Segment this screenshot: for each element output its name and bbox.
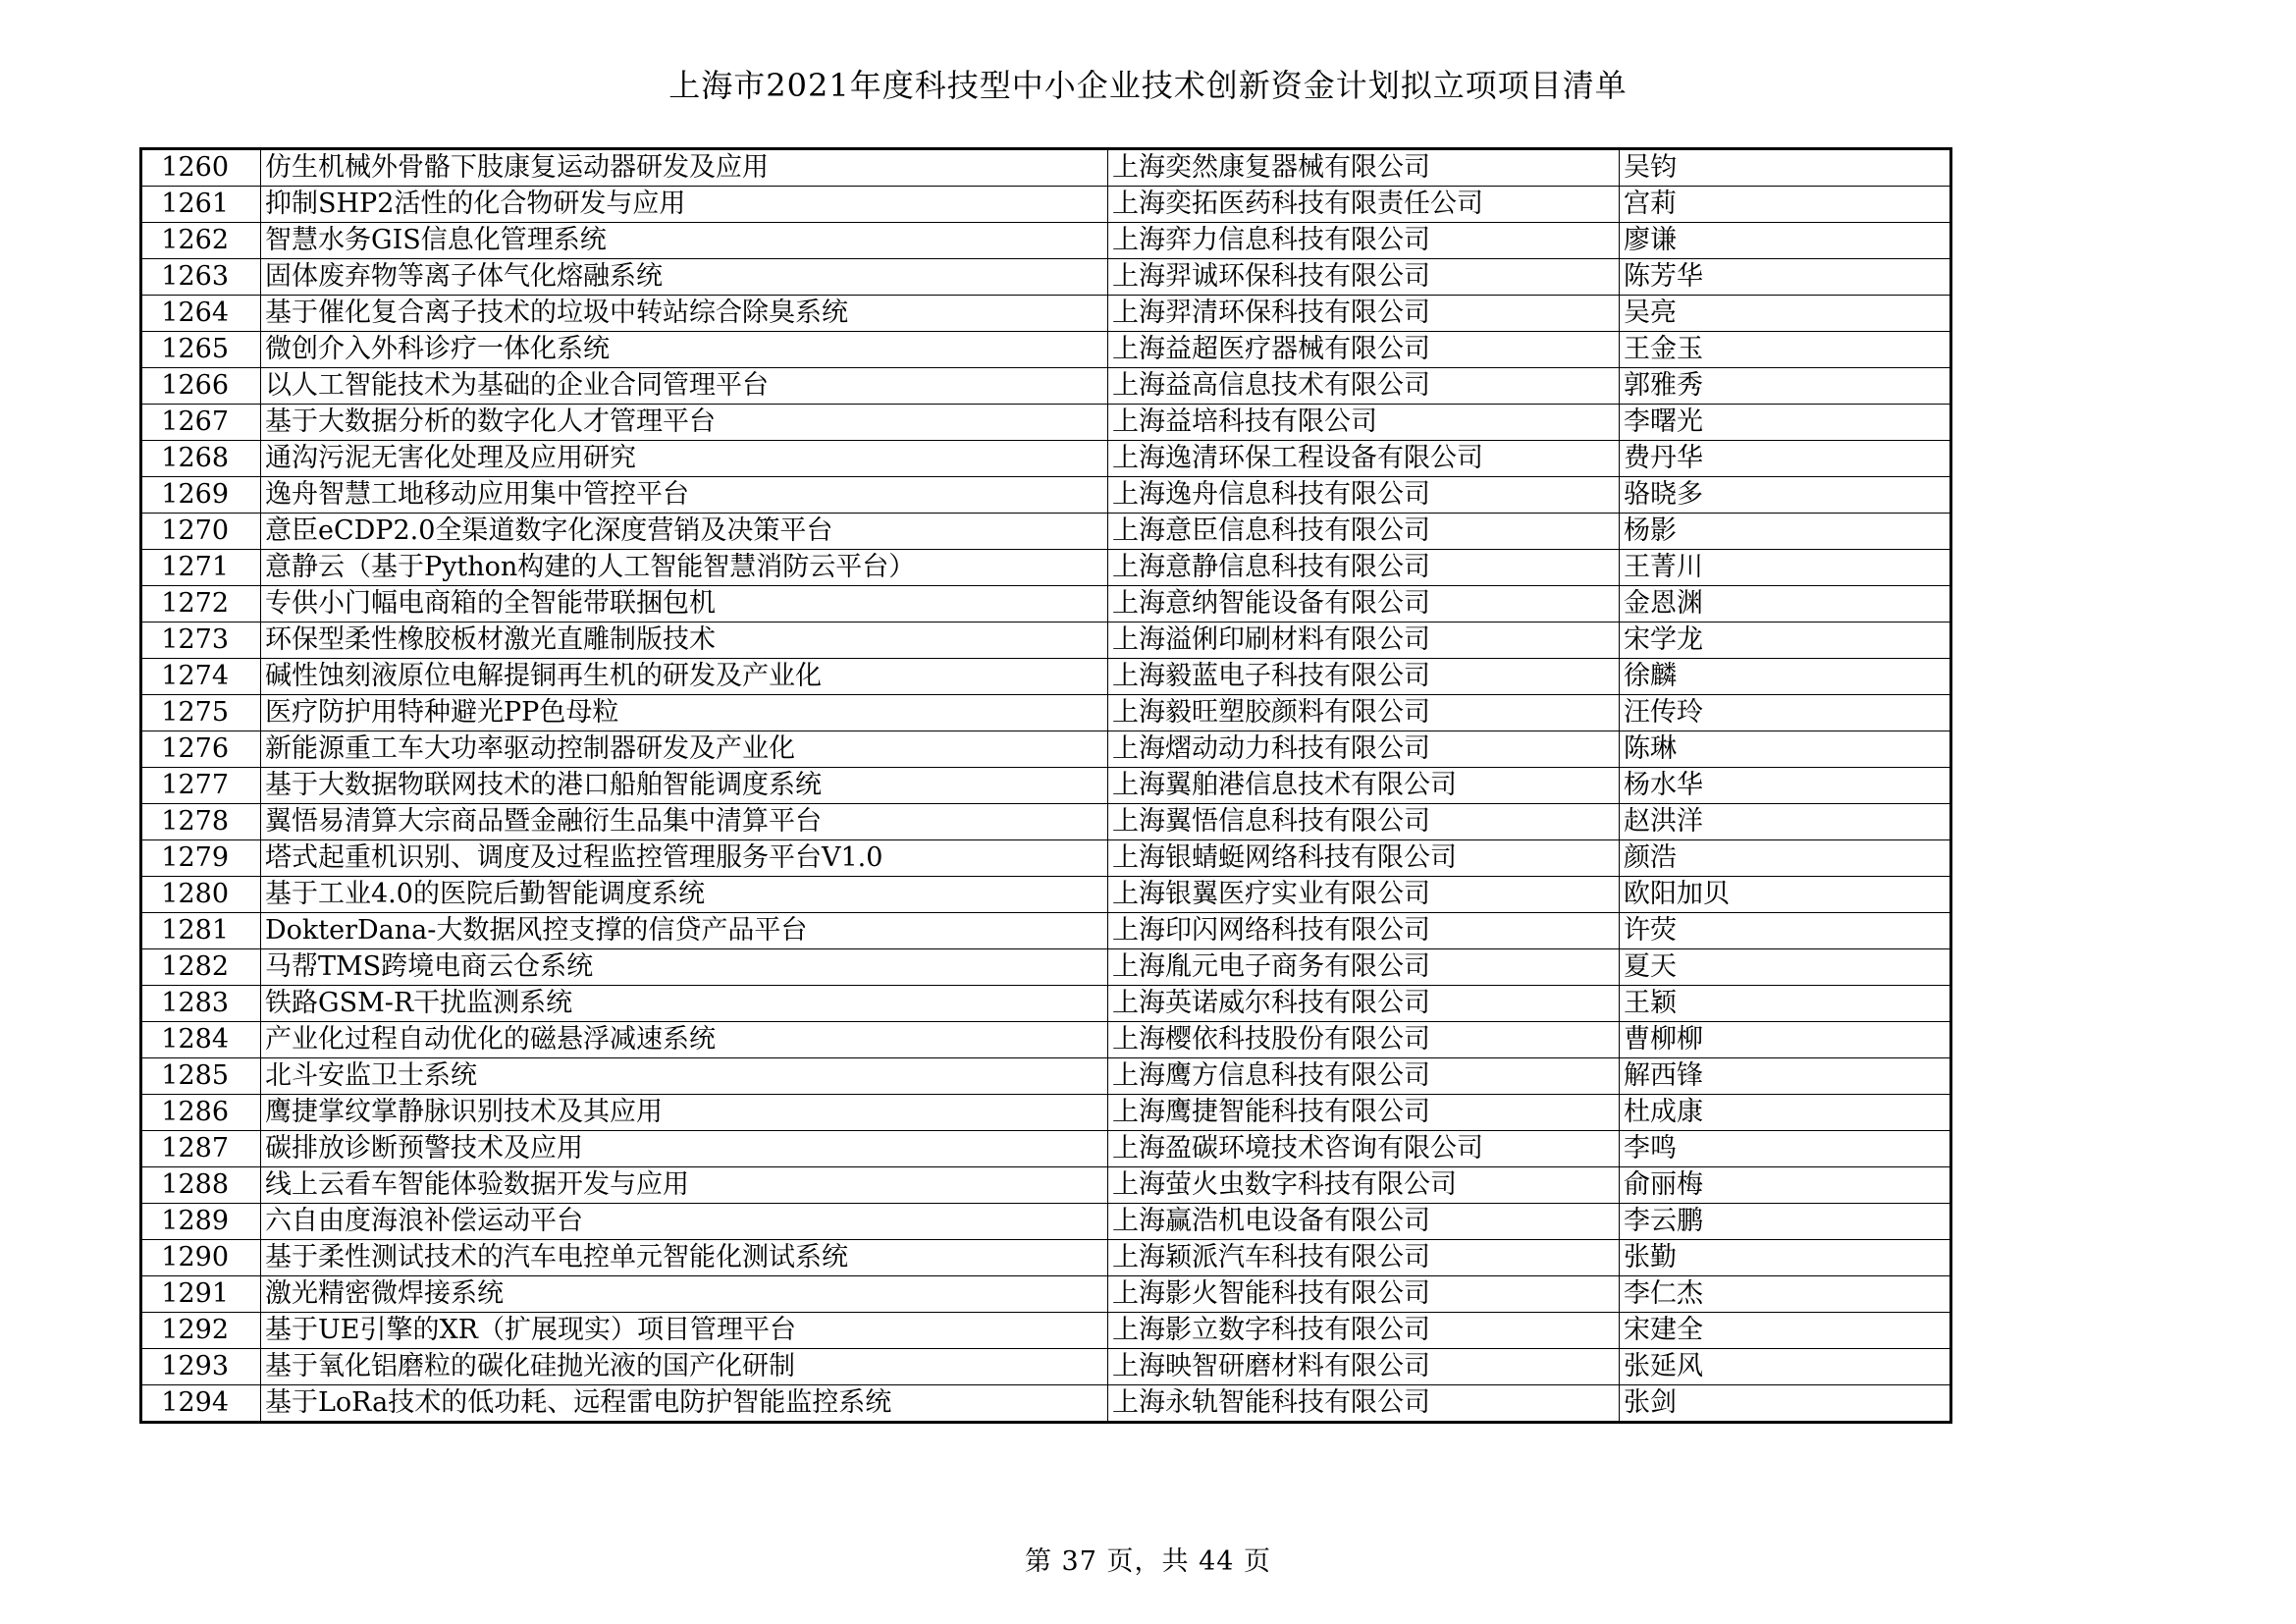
row-number-cell: 1294 [141,1385,261,1423]
project-name-cell: 抑制SHP2活性的化合物研发与应用 [261,187,1108,223]
project-leader-cell: 赵洪洋 [1620,804,1951,840]
project-name-cell: 翼悟易清算大宗商品暨金融衍生品集中清算平台 [261,804,1108,840]
project-name-cell: 智慧水务GIS信息化管理系统 [261,223,1108,259]
project-name-cell: 以人工智能技术为基础的企业合同管理平台 [261,368,1108,405]
project-name-cell: 专供小门幅电商箱的全智能带联捆包机 [261,586,1108,623]
company-name-cell: 上海逸清环保工程设备有限公司 [1108,441,1620,477]
project-leader-cell: 陈芳华 [1620,259,1951,296]
row-number-cell: 1288 [141,1167,261,1204]
project-name-cell: 环保型柔性橡胶板材激光直雕制版技术 [261,623,1108,659]
row-number-cell: 1280 [141,877,261,913]
project-name-cell: 北斗安监卫士系统 [261,1058,1108,1095]
project-leader-cell: 李鸣 [1620,1131,1951,1167]
table-row [141,986,1951,1022]
table-row [141,695,1951,731]
project-leader-cell: 李曙光 [1620,405,1951,441]
row-number-cell: 1271 [141,550,261,586]
project-leader-cell: 宋建全 [1620,1313,1951,1349]
table-row [141,1240,1951,1276]
project-leader-cell: 王金玉 [1620,332,1951,368]
company-name-cell: 上海赢浩机电设备有限公司 [1108,1204,1620,1240]
project-leader-cell: 宫莉 [1620,187,1951,223]
company-name-cell: 上海熠动动力科技有限公司 [1108,731,1620,768]
company-name-cell: 上海翼悟信息科技有限公司 [1108,804,1620,840]
project-leader-cell: 陈琳 [1620,731,1951,768]
project-name-cell: 碳排放诊断预警技术及应用 [261,1131,1108,1167]
row-number-cell: 1286 [141,1095,261,1131]
row-number-cell: 1260 [141,149,261,187]
table-row [141,1058,1951,1095]
company-name-cell: 上海溢俐印刷材料有限公司 [1108,623,1620,659]
table-row [141,1167,1951,1204]
table-row [141,623,1951,659]
project-leader-cell: 张剑 [1620,1385,1951,1423]
project-name-cell: 激光精密微焊接系统 [261,1276,1108,1313]
project-leader-cell: 杨水华 [1620,768,1951,804]
company-name-cell: 上海樱依科技股份有限公司 [1108,1022,1620,1058]
page-footer: 第 37 页，共 44 页 [1024,1546,1272,1577]
company-name-cell: 上海鹰捷智能科技有限公司 [1108,1095,1620,1131]
company-name-cell: 上海益高信息技术有限公司 [1108,368,1620,405]
row-number-cell: 1264 [141,296,261,332]
table-row [141,368,1951,405]
company-name-cell: 上海永轨智能科技有限公司 [1108,1385,1620,1423]
row-number-cell: 1282 [141,949,261,986]
company-name-cell: 上海益超医疗器械有限公司 [1108,332,1620,368]
project-leader-cell: 费丹华 [1620,441,1951,477]
row-number-cell: 1267 [141,405,261,441]
project-leader-cell: 吴亮 [1620,296,1951,332]
project-leader-cell: 张勤 [1620,1240,1951,1276]
project-leader-cell: 宋学龙 [1620,623,1951,659]
project-leader-cell: 张延风 [1620,1349,1951,1385]
project-name-cell: 基于工业4.0的医院后勤智能调度系统 [261,877,1108,913]
row-number-cell: 1292 [141,1313,261,1349]
company-name-cell: 上海毅旺塑胶颜料有限公司 [1108,695,1620,731]
project-leader-cell: 李仁杰 [1620,1276,1951,1313]
table-row [141,259,1951,296]
company-name-cell: 上海羿清环保科技有限公司 [1108,296,1620,332]
project-name-cell: 产业化过程自动优化的磁悬浮减速系统 [261,1022,1108,1058]
company-name-cell: 上海意纳智能设备有限公司 [1108,586,1620,623]
row-number-cell: 1272 [141,586,261,623]
project-name-cell: 通沟污泥无害化处理及应用研究 [261,441,1108,477]
project-name-cell: 意静云（基于Python构建的人工智能智慧消防云平台） [261,550,1108,586]
company-name-cell: 上海毅蓝电子科技有限公司 [1108,659,1620,695]
table-row [141,332,1951,368]
table-row [141,223,1951,259]
company-name-cell: 上海银蜻蜓网络科技有限公司 [1108,840,1620,877]
table-row [141,768,1951,804]
table-row [141,550,1951,586]
table-row [141,913,1951,949]
company-name-cell: 上海印闪网络科技有限公司 [1108,913,1620,949]
table-row [141,731,1951,768]
company-name-cell: 上海翼舶港信息技术有限公司 [1108,768,1620,804]
row-number-cell: 1266 [141,368,261,405]
project-leader-cell: 欧阳加贝 [1620,877,1951,913]
table-row [141,840,1951,877]
project-name-cell: 塔式起重机识别、调度及过程监控管理服务平台V1.0 [261,840,1108,877]
company-name-cell: 上海影立数字科技有限公司 [1108,1313,1620,1349]
project-name-cell: 基于UE引擎的XR（扩展现实）项目管理平台 [261,1313,1108,1349]
project-leader-cell: 廖谦 [1620,223,1951,259]
row-number-cell: 1263 [141,259,261,296]
project-name-cell: 碱性蚀刻液原位电解提铜再生机的研发及产业化 [261,659,1108,695]
company-name-cell: 上海逸舟信息科技有限公司 [1108,477,1620,514]
project-name-cell: 线上云看车智能体验数据开发与应用 [261,1167,1108,1204]
project-leader-cell: 李云鹏 [1620,1204,1951,1240]
table-row [141,1349,1951,1385]
table-row [141,1313,1951,1349]
table-row [141,1131,1951,1167]
project-name-cell: DokterDana-大数据风控支撑的信贷产品平台 [261,913,1108,949]
row-number-cell: 1277 [141,768,261,804]
project-table [139,147,1952,1424]
company-name-cell: 上海意静信息科技有限公司 [1108,550,1620,586]
row-number-cell: 1270 [141,514,261,550]
company-name-cell: 上海羿诚环保科技有限公司 [1108,259,1620,296]
document-title: 上海市2021年度科技型中小企业技术创新资金计划拟立项项目清单 [668,67,1628,104]
row-number-cell: 1274 [141,659,261,695]
table-row [141,514,1951,550]
company-name-cell: 上海映智研磨材料有限公司 [1108,1349,1620,1385]
table-row [141,1385,1951,1423]
company-name-cell: 上海英诺威尔科技有限公司 [1108,986,1620,1022]
project-name-cell: 基于氧化铝磨粒的碳化硅抛光液的国产化研制 [261,1349,1108,1385]
table-row [141,1022,1951,1058]
row-number-cell: 1275 [141,695,261,731]
project-name-cell: 基于大数据分析的数字化人才管理平台 [261,405,1108,441]
project-name-cell: 医疗防护用特种避光PP色母粒 [261,695,1108,731]
project-leader-cell: 吴钧 [1620,149,1951,187]
project-leader-cell: 杨影 [1620,514,1951,550]
project-leader-cell: 夏天 [1620,949,1951,986]
company-name-cell: 上海颖派汽车科技有限公司 [1108,1240,1620,1276]
project-leader-cell: 金恩渊 [1620,586,1951,623]
company-name-cell: 上海意臣信息科技有限公司 [1108,514,1620,550]
project-name-cell: 基于大数据物联网技术的港口船舶智能调度系统 [261,768,1108,804]
project-leader-cell: 郭雅秀 [1620,368,1951,405]
table-row [141,477,1951,514]
project-name-cell: 基于柔性测试技术的汽车电控单元智能化测试系统 [261,1240,1108,1276]
project-leader-cell: 汪传玲 [1620,695,1951,731]
project-name-cell: 铁路GSM-R干扰监测系统 [261,986,1108,1022]
project-name-cell: 鹰捷掌纹掌静脉识别技术及其应用 [261,1095,1108,1131]
table-row [141,187,1951,223]
row-number-cell: 1290 [141,1240,261,1276]
project-leader-cell: 王颖 [1620,986,1951,1022]
project-leader-cell: 徐麟 [1620,659,1951,695]
table-row [141,1204,1951,1240]
table-row [141,296,1951,332]
project-leader-cell: 许荧 [1620,913,1951,949]
company-name-cell: 上海盈碳环境技术咨询有限公司 [1108,1131,1620,1167]
project-name-cell: 固体废弃物等离子体气化熔融系统 [261,259,1108,296]
table-row [141,1276,1951,1313]
project-leader-cell: 曹柳柳 [1620,1022,1951,1058]
row-number-cell: 1262 [141,223,261,259]
project-leader-cell: 骆晓多 [1620,477,1951,514]
company-name-cell: 上海弈力信息科技有限公司 [1108,223,1620,259]
project-leader-cell: 解西锋 [1620,1058,1951,1095]
company-name-cell: 上海奕然康复器械有限公司 [1108,149,1620,187]
row-number-cell: 1268 [141,441,261,477]
row-number-cell: 1273 [141,623,261,659]
row-number-cell: 1289 [141,1204,261,1240]
row-number-cell: 1276 [141,731,261,768]
table-body [141,149,1951,1423]
row-number-cell: 1287 [141,1131,261,1167]
company-name-cell: 上海胤元电子商务有限公司 [1108,949,1620,986]
project-name-cell: 微创介入外科诊疗一体化系统 [261,332,1108,368]
row-number-cell: 1265 [141,332,261,368]
row-number-cell: 1279 [141,840,261,877]
row-number-cell: 1269 [141,477,261,514]
project-name-cell: 基于催化复合离子技术的垃圾中转站综合除臭系统 [261,296,1108,332]
row-number-cell: 1284 [141,1022,261,1058]
project-leader-cell: 颜浩 [1620,840,1951,877]
row-number-cell: 1291 [141,1276,261,1313]
company-name-cell: 上海萤火虫数字科技有限公司 [1108,1167,1620,1204]
row-number-cell: 1261 [141,187,261,223]
project-name-cell: 仿生机械外骨骼下肢康复运动器研发及应用 [261,149,1108,187]
project-name-cell: 马帮TMS跨境电商云仓系统 [261,949,1108,986]
project-leader-cell: 王菁川 [1620,550,1951,586]
company-name-cell: 上海鹰方信息科技有限公司 [1108,1058,1620,1095]
project-name-cell: 六自由度海浪补偿运动平台 [261,1204,1108,1240]
project-name-cell: 意臣eCDP2.0全渠道数字化深度营销及决策平台 [261,514,1108,550]
project-leader-cell: 俞丽梅 [1620,1167,1951,1204]
row-number-cell: 1285 [141,1058,261,1095]
company-name-cell: 上海奕拓医药科技有限责任公司 [1108,187,1620,223]
table-row [141,804,1951,840]
company-name-cell: 上海益培科技有限公司 [1108,405,1620,441]
table-row [141,659,1951,695]
table-row [141,1095,1951,1131]
row-number-cell: 1278 [141,804,261,840]
table-row [141,949,1951,986]
table-row [141,441,1951,477]
table-row [141,877,1951,913]
table-row [141,149,1951,187]
company-name-cell: 上海银翼医疗实业有限公司 [1108,877,1620,913]
table-row [141,405,1951,441]
table-row [141,586,1951,623]
row-number-cell: 1281 [141,913,261,949]
project-name-cell: 新能源重工车大功率驱动控制器研发及产业化 [261,731,1108,768]
row-number-cell: 1293 [141,1349,261,1385]
project-leader-cell: 杜成康 [1620,1095,1951,1131]
project-name-cell: 逸舟智慧工地移动应用集中管控平台 [261,477,1108,514]
project-name-cell: 基于LoRa技术的低功耗、远程雷电防护智能监控系统 [261,1385,1108,1423]
row-number-cell: 1283 [141,986,261,1022]
company-name-cell: 上海影火智能科技有限公司 [1108,1276,1620,1313]
